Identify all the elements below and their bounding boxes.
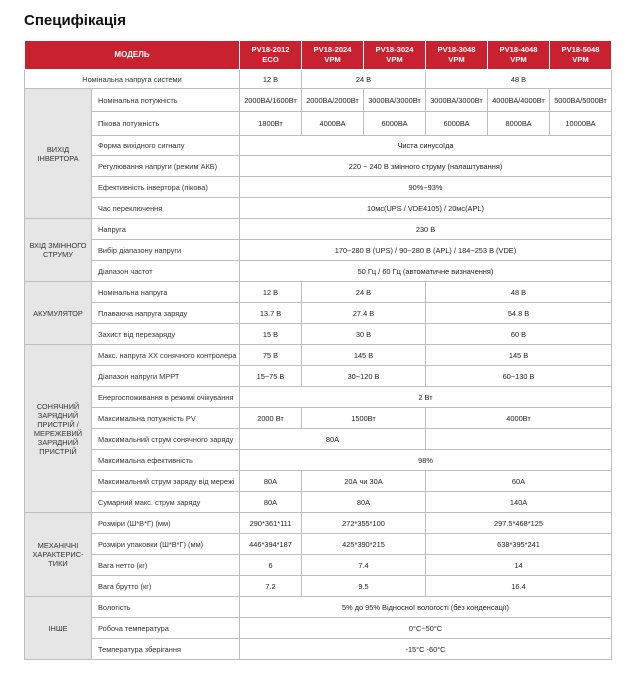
table-cell: 80А xyxy=(240,429,426,450)
page-title: Специфікація xyxy=(24,12,126,29)
table-cell: 60А xyxy=(426,471,612,492)
row-label: Вага нетто (кг) xyxy=(92,555,240,576)
row-label: Номінальна напруга xyxy=(92,282,240,303)
row-label: Діапазон частот xyxy=(92,261,240,282)
table-row xyxy=(25,408,612,429)
group-ac-input: ВХІД ЗМІННОГО СТРУМУ xyxy=(25,219,92,282)
row-label: Розміри упаковки (Ш*В*Г) (мм) xyxy=(92,534,240,555)
table-cell: 6 xyxy=(240,555,302,576)
group-mechanical: МЕХАНІЧНІ ХАРАКТЕРИС-ТИКИ xyxy=(25,513,92,597)
table-row xyxy=(25,597,612,618)
table-cell: 12 В xyxy=(240,70,302,89)
table-cell: 6000ВА xyxy=(364,112,426,136)
table-cell: 170~280 В (UPS) / 90~280 В (APL) / 184~253 В (VDE) xyxy=(240,240,612,261)
table-cell: 3000ВА/3000Вт xyxy=(364,89,426,112)
row-label: Температура зберігання xyxy=(92,639,240,660)
table-cell: 20А чи 30А xyxy=(302,471,426,492)
table-row xyxy=(25,136,612,156)
table-cell: 90%~93% xyxy=(240,177,612,198)
table-row xyxy=(25,261,612,282)
table-cell: 297.5*468*125 xyxy=(426,513,612,534)
table-row xyxy=(25,282,612,303)
row-label: Вологість xyxy=(92,597,240,618)
row-label: Ефективність інвертора (пікова) xyxy=(92,177,240,198)
table-cell: 5% до 95% Відносної вологості (без конденсації) xyxy=(240,597,612,618)
row-label: Вибір діапазону напруги xyxy=(92,240,240,261)
model-col-2: PV18-2024 VPM xyxy=(302,41,364,70)
table-row xyxy=(25,471,612,492)
table-cell: 13.7 В xyxy=(240,303,302,324)
table-cell: 80А xyxy=(240,492,302,513)
table-cell: 24 В xyxy=(302,282,426,303)
table-cell: 290*361*111 xyxy=(240,513,302,534)
row-label: Сумарний макс. струм заряду xyxy=(92,492,240,513)
table-cell: 80А xyxy=(302,492,426,513)
table-cell: 10мс(UPS / VDE4105) / 20мс(APL) xyxy=(240,198,612,219)
table-cell: 60 В xyxy=(426,324,612,345)
table-cell xyxy=(426,429,612,450)
row-label: Напруга xyxy=(92,219,240,240)
table-cell: 30~120 В xyxy=(302,366,426,387)
model-col-3: PV18-3024 VPM xyxy=(364,41,426,70)
table-cell: 145 В xyxy=(426,345,612,366)
table-cell: 15~75 В xyxy=(240,366,302,387)
table-row xyxy=(25,534,612,555)
table-row xyxy=(25,89,612,112)
row-label: Захист від перезаряду xyxy=(92,324,240,345)
table-row xyxy=(25,387,612,408)
table-row xyxy=(25,345,612,366)
model-col-1: PV18-2012 ECO xyxy=(240,41,302,70)
table-cell: 16.4 xyxy=(426,576,612,597)
table-row xyxy=(25,240,612,261)
row-label: Енергоспоживання в режимі очікування xyxy=(92,387,240,408)
row-label: Робоча температура xyxy=(92,618,240,639)
table-cell: 220 ~ 240 В змінного струму (налаштування) xyxy=(240,156,612,177)
table-row xyxy=(25,429,612,450)
row-label: Пікова потужність xyxy=(92,112,240,136)
table-cell: 10000ВА xyxy=(550,112,612,136)
table-cell: 2 Вт xyxy=(240,387,612,408)
row-label: Вага брутто (кг) xyxy=(92,576,240,597)
table-row xyxy=(25,219,612,240)
table-row xyxy=(25,366,612,387)
table-cell: 140А xyxy=(426,492,612,513)
table-row xyxy=(25,324,612,345)
spec-table xyxy=(24,40,612,660)
table-cell: 7.4 xyxy=(302,555,426,576)
table-row xyxy=(25,492,612,513)
table-cell: 2000 Вт xyxy=(240,408,302,429)
table-cell: 50 Гц / 60 Гц (автоматичне визначення) xyxy=(240,261,612,282)
table-row xyxy=(25,303,612,324)
table-cell: 98% xyxy=(240,450,612,471)
table-row xyxy=(25,177,612,198)
table-cell: 75 В xyxy=(240,345,302,366)
table-cell: 425*390*215 xyxy=(302,534,426,555)
table-cell: 3000ВА/3000Вт xyxy=(426,89,488,112)
table-row xyxy=(25,618,612,639)
table-cell: 446*394*187 xyxy=(240,534,302,555)
header-row xyxy=(25,41,612,70)
row-label: Номінальна напруга системи xyxy=(25,70,240,89)
table-cell: 2000ВА/2000Вт xyxy=(302,89,364,112)
model-col-4: PV18-3048 VPM xyxy=(426,41,488,70)
table-cell: Чиста синусоїда xyxy=(240,136,612,156)
table-cell: 4000ВА xyxy=(302,112,364,136)
table-cell: 6000ВА xyxy=(426,112,488,136)
table-cell: 80А xyxy=(240,471,302,492)
group-battery: АКУМУЛЯТОР xyxy=(25,282,92,345)
model-col-5: PV18-4048 VPM xyxy=(488,41,550,70)
row-label: Час переключення xyxy=(92,198,240,219)
table-row xyxy=(25,576,612,597)
table-cell: 1800Вт xyxy=(240,112,302,136)
table-cell: 145 В xyxy=(302,345,426,366)
table-cell: 1500Вт xyxy=(302,408,426,429)
table-cell: 60~130 В xyxy=(426,366,612,387)
table-cell: 4000ВА/4000Вт xyxy=(488,89,550,112)
group-other: ІНШЕ xyxy=(25,597,92,660)
row-label: Форма вихідного сигналу xyxy=(92,136,240,156)
table-cell: 15 В xyxy=(240,324,302,345)
row-label: Максимальний струм заряду від мережі xyxy=(92,471,240,492)
row-label: Регулювання напруги (режим АКБ) xyxy=(92,156,240,177)
table-row xyxy=(25,70,612,89)
group-charger: СОНЯЧНИЙ ЗАРЯДНИЙ ПРИСТРІЙ / МЕРЕЖЕВИЙ ЗАРЯДНИЙ ПРИСТРІЙ xyxy=(25,345,92,513)
table-cell: 14 xyxy=(426,555,612,576)
table-row xyxy=(25,112,612,136)
table-cell: 0°C~50°C xyxy=(240,618,612,639)
table-cell: -15°C -60°C xyxy=(240,639,612,660)
group-inverter: ВИХІД ІНВЕРТОРА xyxy=(25,89,92,219)
table-row xyxy=(25,513,612,534)
table-row xyxy=(25,156,612,177)
table-cell: 24 В xyxy=(302,70,426,89)
table-row xyxy=(25,639,612,660)
table-cell: 12 В xyxy=(240,282,302,303)
row-label: Розміри (Ш*В*Г) (мм) xyxy=(92,513,240,534)
row-label: Діапазон напруги МРРТ xyxy=(92,366,240,387)
table-cell: 638*395*241 xyxy=(426,534,612,555)
row-label: Макс. напруга ХХ сонячного контролера xyxy=(92,345,240,366)
table-cell: 30 В xyxy=(302,324,426,345)
table-cell: 7.2 xyxy=(240,576,302,597)
table-cell: 9.5 xyxy=(302,576,426,597)
model-header: МОДЕЛЬ xyxy=(25,41,240,70)
table-cell: 2000ВА/1600Вт xyxy=(240,89,302,112)
table-cell: 48 В xyxy=(426,282,612,303)
table-cell: 27.4 В xyxy=(302,303,426,324)
table-cell: 272*355*100 xyxy=(302,513,426,534)
model-col-6: PV18-5048 VPM xyxy=(550,41,612,70)
row-label: Максимальна потужність PV xyxy=(92,408,240,429)
row-label: Плаваюча напруга заряду xyxy=(92,303,240,324)
table-row xyxy=(25,198,612,219)
table-cell: 5000ВА/5000Вт xyxy=(550,89,612,112)
table-cell: 54.8 В xyxy=(426,303,612,324)
row-label: Максимальна ефективність xyxy=(92,450,240,471)
table-cell: 4000Вт xyxy=(426,408,612,429)
table-row xyxy=(25,450,612,471)
row-label: Номінальна потужність xyxy=(92,89,240,112)
table-cell: 230 В xyxy=(240,219,612,240)
table-cell: 8000ВА xyxy=(488,112,550,136)
row-label: Максимальний струм сонячного заряду xyxy=(92,429,240,450)
table-cell: 48 В xyxy=(426,70,612,89)
table-row xyxy=(25,555,612,576)
